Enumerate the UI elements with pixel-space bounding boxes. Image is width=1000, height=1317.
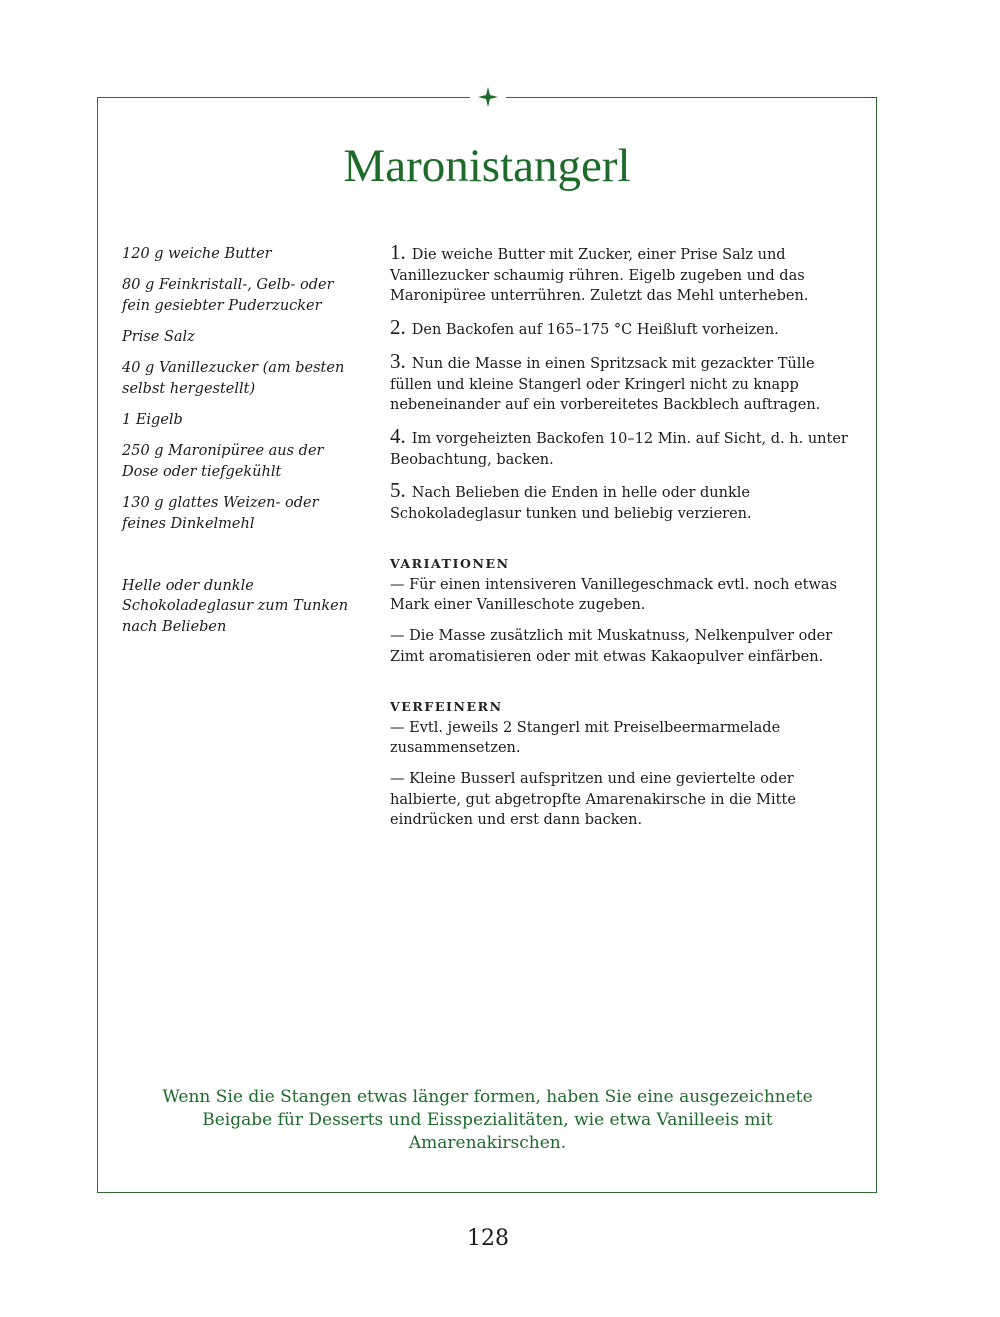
ingredient-item: 1 Eigelb (122, 412, 183, 429)
step-item (390, 423, 860, 470)
step-number: 4. (390, 423, 406, 448)
ingredient-item: 120 g weiche Butter (122, 246, 272, 262)
step-number: 5. (390, 478, 406, 503)
step-text: Nach Belieben die Enden in helle oder dunkle Schokoladeglasur tunken und beliebig verzieren. (390, 485, 752, 523)
step-item (390, 480, 860, 524)
step-text: Die weiche Butter mit Zucker, einer Prise Salz und Vanillezucker schaumig rühren. Eigelb zugeben und das Maronipüree unterrühren. Zuletzt das Mehl unterheben. (390, 247, 809, 305)
step-text: Den Backofen auf 165–175 °C Heißluft vorheizen. (411, 322, 779, 339)
step-item (390, 348, 860, 416)
step-text: Nun die Masse in einen Spritzsack mit gezackter Tülle füllen und kleine Stangerl oder Kringerl nicht zu knapp nebeneinander auf ein vorbereitetes Backblech auftragen. (390, 355, 821, 414)
step-item (390, 317, 860, 341)
four-point-star-icon (478, 87, 498, 107)
variation-item: — Die Masse zusätzlich mit Muskatnuss, Nelkenpulver oder Zimt aromatisieren oder mit etwas Kakaopulver einfärben. (390, 628, 833, 665)
step-number: 3. (390, 348, 406, 373)
refinement-item: — Evtl. jeweils 2 Stangerl mit Preiselbeermarmelade zusammensetzen. (390, 719, 781, 757)
step-text: Im vorgeheizten Backofen 10–12 Min. auf Sicht, d. h. unter Beobachtung, backen. (390, 430, 848, 468)
refinement-item: — Kleine Busserl aufspritzen und eine geviertelte oder halbierte, gut abgetropfte Amarenakirsche in die Mitte eindrücken und erst dann backen. (390, 770, 796, 829)
refinements-section (390, 698, 860, 832)
ingredients-list (122, 244, 352, 648)
page-number: 128 (467, 1226, 509, 1251)
step-number: 2. (390, 315, 406, 340)
step-number: 1. (390, 240, 406, 264)
tip-text: Wenn Sie die Stangen etwas länger formen, haben Sie eine ausgezeichnete Beigabe für Desserts und Eisspezialitäten, wie etwa Vanilleeis mit Amarenakirschen. (162, 1087, 813, 1153)
recipe-title: Maronistangerl (343, 140, 631, 192)
instructions (390, 242, 860, 841)
ornament (470, 84, 506, 110)
step-item (390, 242, 860, 307)
variations-heading: VARIATIONEN (390, 555, 510, 571)
ingredient-item: 40 g Vanillezucker (am besten selbst hergestellt) (122, 360, 345, 398)
variation-item: — Für einen intensiveren Vanillegeschmack evtl. noch etwas Mark einer Vanilleschote zugeben. (390, 576, 837, 614)
ingredient-item: 80 g Feinkristall-, Gelb- oder fein gesiebter Puderzucker (122, 277, 334, 314)
ingredient-item: 130 g glattes Weizen- oder feines Dinkelmehl (122, 495, 319, 533)
ingredient-item: 250 g Maronipüree aus der Dose oder tiefgekühlt (122, 443, 324, 481)
variations-section (390, 555, 860, 668)
refinements-heading: VERFEINERN (390, 698, 503, 714)
ingredient-item: Prise Salz (122, 329, 195, 346)
glaze-ingredient: Helle oder dunkle Schokoladeglasur zum Tunken nach Belieben (122, 577, 349, 636)
